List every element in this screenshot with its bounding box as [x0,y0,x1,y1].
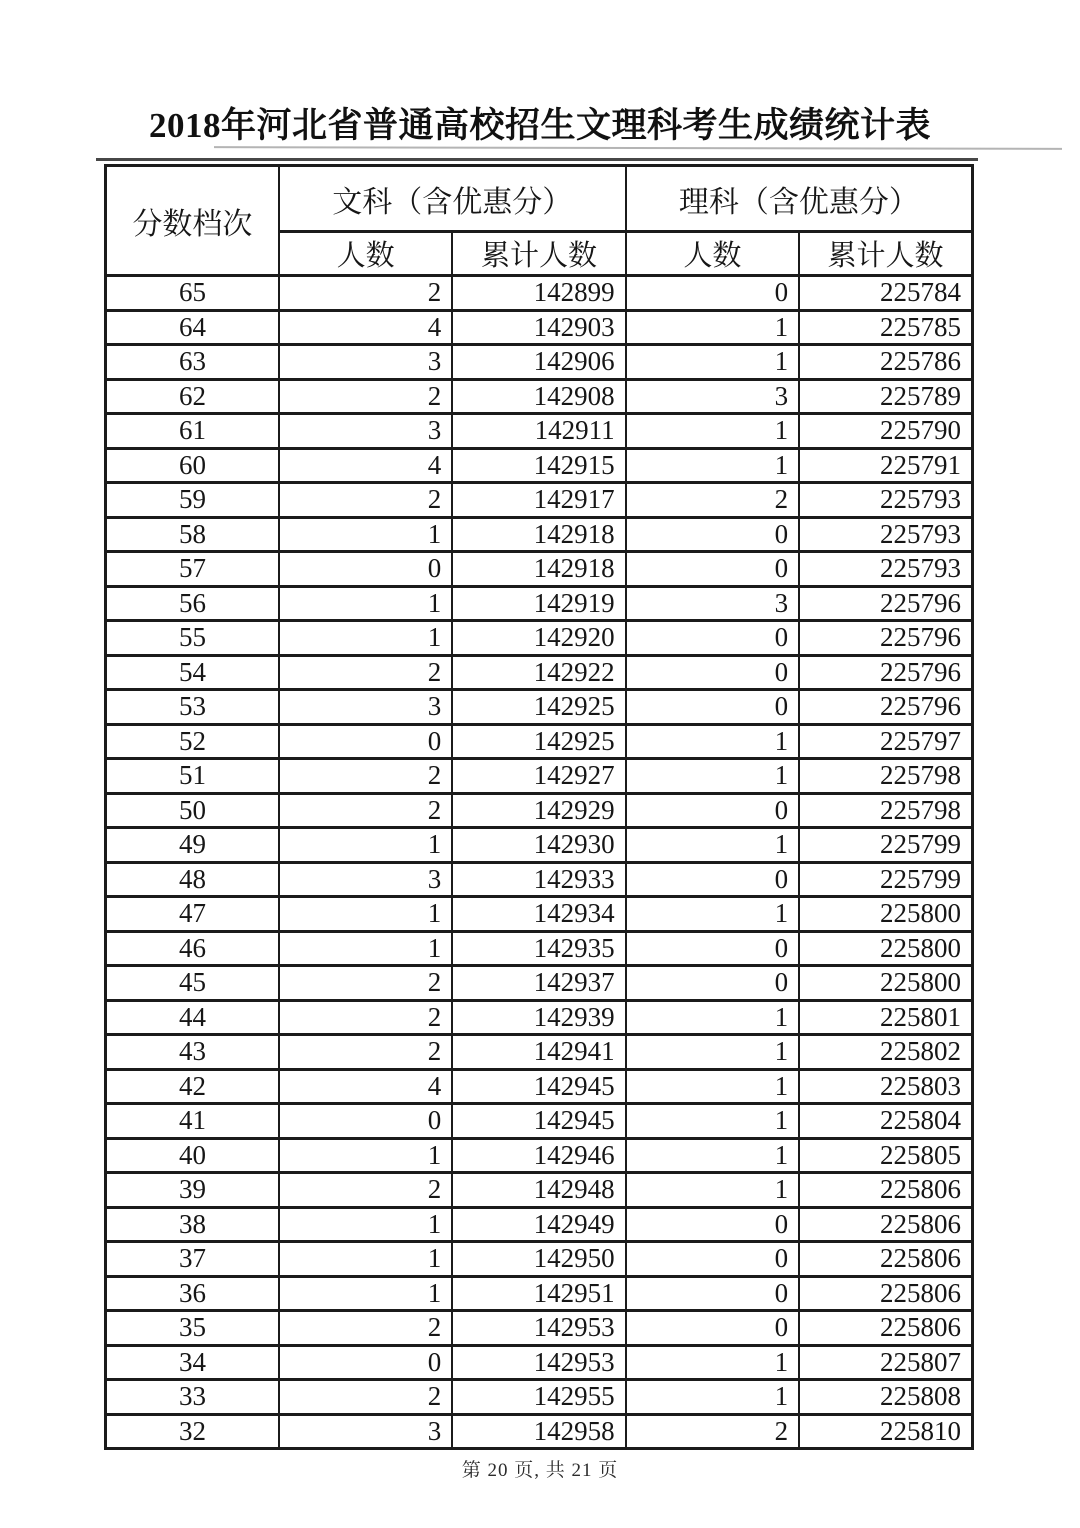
science-count-cell: 1 [626,414,799,449]
arts-count-cell: 2 [279,1380,452,1415]
score-level-cell: 64 [106,310,279,345]
arts-count-cell: 2 [279,1173,452,1208]
table-row [106,1035,973,1070]
arts-count-cell: 1 [279,1207,452,1242]
score-level-cell: 52 [106,724,279,759]
arts-count-cell: 4 [279,1069,452,1104]
arts-cumulative-cell: 142953 [452,1311,625,1346]
science-cumulative-cell: 225799 [799,862,972,897]
science-cumulative-cell: 225803 [799,1069,972,1104]
arts-cumulative-cell: 142899 [452,276,625,311]
science-count-cell: 1 [626,897,799,932]
arts-count-cell: 1 [279,517,452,552]
science-count-cell: 0 [626,793,799,828]
arts-count-cell: 2 [279,483,452,518]
score-level-cell: 60 [106,448,279,483]
table-row [106,793,973,828]
table-row [106,759,973,794]
score-level-cell: 62 [106,379,279,414]
science-cumulative-cell: 225786 [799,345,972,380]
science-count-cell: 1 [626,1069,799,1104]
science-count-cell: 1 [626,1345,799,1380]
score-level-cell: 54 [106,655,279,690]
science-count-cell: 1 [626,448,799,483]
science-count-cell: 1 [626,828,799,863]
science-cumulative-cell: 225789 [799,379,972,414]
table-row [106,276,973,311]
arts-cumulative-cell: 142908 [452,379,625,414]
score-level-cell: 38 [106,1207,279,1242]
arts-count-cell: 2 [279,655,452,690]
table-row [106,310,973,345]
science-cumulative-cell: 225800 [799,931,972,966]
arts-cumulative-cell: 142934 [452,897,625,932]
science-cumulative-cell: 225800 [799,966,972,1001]
science-count-cell: 0 [626,1311,799,1346]
arts-count-cell: 3 [279,690,452,725]
table-header-group-row [106,166,973,232]
arts-count-cell: 4 [279,310,452,345]
table-body [106,276,973,1449]
table-row [106,862,973,897]
science-count-cell: 0 [626,1242,799,1277]
table-row [106,621,973,656]
science-cumulative-cell: 225797 [799,724,972,759]
arts-count-cell: 3 [279,862,452,897]
table-row [106,931,973,966]
arts-cumulative-cell: 142949 [452,1207,625,1242]
arts-cumulative-cell: 142918 [452,552,625,587]
table-row [106,1345,973,1380]
arts-count-cell: 2 [279,793,452,828]
page-number: 第 20 页, 共 21 页 [461,1460,619,1481]
science-count-cell: 1 [626,1035,799,1070]
arts-count-cell: 1 [279,828,452,863]
arts-count-cell: 3 [279,414,452,449]
science-count-cell: 1 [626,1380,799,1415]
arts-count-cell: 2 [279,379,452,414]
arts-count-cell: 0 [279,1104,452,1139]
table-row [106,897,973,932]
score-level-cell: 32 [106,1414,279,1449]
score-level-cell: 34 [106,1345,279,1380]
science-cumulative-cell: 225785 [799,310,972,345]
science-count-cell: 3 [626,379,799,414]
arts-cumulative-cell: 142919 [452,586,625,621]
arts-cumulative-cell: 142929 [452,793,625,828]
arts-count-cell: 2 [279,1311,452,1346]
table-row [106,724,973,759]
science-count-cell: 1 [626,345,799,380]
table-row [106,1276,973,1311]
arts-count-cell: 1 [279,931,452,966]
header-science-group: 理科（含优惠分） [626,166,973,232]
header-arts-group: 文科（含优惠分） [279,166,626,232]
table-row [106,414,973,449]
score-level-cell: 61 [106,414,279,449]
arts-count-cell: 0 [279,1345,452,1380]
score-level-cell: 55 [106,621,279,656]
arts-count-cell: 1 [279,621,452,656]
science-cumulative-cell: 225805 [799,1138,972,1173]
science-cumulative-cell: 225804 [799,1104,972,1139]
table-row [106,1138,973,1173]
science-cumulative-cell: 225796 [799,690,972,725]
score-level-cell: 35 [106,1311,279,1346]
table-row [106,1311,973,1346]
science-count-cell: 1 [626,1138,799,1173]
score-level-cell: 40 [106,1138,279,1173]
table-row [106,1173,973,1208]
science-count-cell: 0 [626,552,799,587]
score-level-cell: 53 [106,690,279,725]
score-table [104,164,974,1450]
arts-count-cell: 1 [279,586,452,621]
arts-cumulative-cell: 142920 [452,621,625,656]
science-cumulative-cell: 225796 [799,621,972,656]
science-cumulative-cell: 225806 [799,1242,972,1277]
science-count-cell: 0 [626,517,799,552]
science-count-cell: 1 [626,759,799,794]
science-cumulative-cell: 225807 [799,1345,972,1380]
table-row [106,1069,973,1104]
arts-cumulative-cell: 142925 [452,690,625,725]
science-count-cell: 0 [626,862,799,897]
table-row [106,1414,973,1449]
score-level-cell: 65 [106,276,279,311]
arts-cumulative-cell: 142950 [452,1242,625,1277]
arts-count-cell: 2 [279,759,452,794]
score-level-cell: 46 [106,931,279,966]
science-cumulative-cell: 225798 [799,793,972,828]
arts-cumulative-cell: 142915 [452,448,625,483]
arts-cumulative-cell: 142906 [452,345,625,380]
header-arts-count: 人数 [279,232,452,276]
science-cumulative-cell: 225796 [799,655,972,690]
table-row [106,1000,973,1035]
score-level-cell: 49 [106,828,279,863]
score-level-cell: 44 [106,1000,279,1035]
table-row [106,1207,973,1242]
score-level-cell: 33 [106,1380,279,1415]
science-cumulative-cell: 225806 [799,1173,972,1208]
science-cumulative-cell: 225800 [799,897,972,932]
score-level-cell: 58 [106,517,279,552]
science-count-cell: 0 [626,655,799,690]
table-row [106,1104,973,1139]
science-cumulative-cell: 225806 [799,1207,972,1242]
arts-cumulative-cell: 142955 [452,1380,625,1415]
science-count-cell: 3 [626,586,799,621]
science-count-cell: 0 [626,621,799,656]
table-row [106,345,973,380]
science-count-cell: 0 [626,966,799,1001]
science-cumulative-cell: 225798 [799,759,972,794]
score-level-cell: 57 [106,552,279,587]
score-level-cell: 56 [106,586,279,621]
science-cumulative-cell: 225799 [799,828,972,863]
arts-count-cell: 1 [279,1242,452,1277]
score-level-cell: 59 [106,483,279,518]
arts-count-cell: 1 [279,1276,452,1311]
arts-cumulative-cell: 142951 [452,1276,625,1311]
science-cumulative-cell: 225796 [799,586,972,621]
science-cumulative-cell: 225793 [799,483,972,518]
table-row [106,1380,973,1415]
arts-count-cell: 1 [279,1138,452,1173]
science-count-cell: 0 [626,276,799,311]
science-cumulative-cell: 225791 [799,448,972,483]
arts-count-cell: 2 [279,966,452,1001]
arts-cumulative-cell: 142948 [452,1173,625,1208]
science-cumulative-cell: 225806 [799,1276,972,1311]
science-count-cell: 1 [626,1173,799,1208]
science-count-cell: 2 [626,1414,799,1449]
arts-count-cell: 2 [279,1035,452,1070]
science-count-cell: 2 [626,483,799,518]
science-cumulative-cell: 225810 [799,1414,972,1449]
table-row [106,517,973,552]
score-level-cell: 42 [106,1069,279,1104]
arts-cumulative-cell: 142933 [452,862,625,897]
arts-cumulative-cell: 142939 [452,1000,625,1035]
science-cumulative-cell: 225801 [799,1000,972,1035]
header-score-level: 分数档次 [106,166,279,276]
table-row [106,966,973,1001]
scan-artifact-line [96,158,978,161]
science-count-cell: 1 [626,724,799,759]
score-level-cell: 48 [106,862,279,897]
header-science-count: 人数 [626,232,799,276]
score-level-cell: 45 [106,966,279,1001]
score-level-cell: 39 [106,1173,279,1208]
score-level-cell: 63 [106,345,279,380]
score-level-cell: 47 [106,897,279,932]
arts-cumulative-cell: 142927 [452,759,625,794]
table-row [106,828,973,863]
arts-cumulative-cell: 142958 [452,1414,625,1449]
arts-count-cell: 3 [279,1414,452,1449]
arts-cumulative-cell: 142941 [452,1035,625,1070]
science-cumulative-cell: 225790 [799,414,972,449]
table-row [106,483,973,518]
science-count-cell: 1 [626,1104,799,1139]
arts-cumulative-cell: 142953 [452,1345,625,1380]
science-count-cell: 0 [626,1276,799,1311]
header-science-cumulative: 累计人数 [799,232,972,276]
science-count-cell: 1 [626,310,799,345]
header-arts-cumulative: 累计人数 [452,232,625,276]
page-title: 2018年河北省普通高校招生文理科考生成绩统计表 [148,106,931,145]
score-level-cell: 37 [106,1242,279,1277]
science-cumulative-cell: 225802 [799,1035,972,1070]
arts-count-cell: 1 [279,897,452,932]
science-count-cell: 0 [626,931,799,966]
science-cumulative-cell: 225806 [799,1311,972,1346]
arts-count-cell: 3 [279,345,452,380]
table-row [106,1242,973,1277]
arts-count-cell: 4 [279,448,452,483]
arts-cumulative-cell: 142911 [452,414,625,449]
science-cumulative-cell: 225793 [799,552,972,587]
science-count-cell: 0 [626,1207,799,1242]
arts-cumulative-cell: 142918 [452,517,625,552]
science-cumulative-cell: 225793 [799,517,972,552]
arts-count-cell: 2 [279,276,452,311]
arts-count-cell: 0 [279,724,452,759]
arts-cumulative-cell: 142935 [452,931,625,966]
arts-cumulative-cell: 142945 [452,1069,625,1104]
table-row [106,552,973,587]
arts-cumulative-cell: 142917 [452,483,625,518]
arts-cumulative-cell: 142946 [452,1138,625,1173]
science-count-cell: 0 [626,690,799,725]
score-level-cell: 43 [106,1035,279,1070]
scan-artifact-line-top [214,146,1062,150]
arts-cumulative-cell: 142937 [452,966,625,1001]
arts-count-cell: 2 [279,1000,452,1035]
table-row [106,655,973,690]
score-level-cell: 36 [106,1276,279,1311]
science-cumulative-cell: 225784 [799,276,972,311]
arts-cumulative-cell: 142930 [452,828,625,863]
score-level-cell: 41 [106,1104,279,1139]
score-level-cell: 51 [106,759,279,794]
score-level-cell: 50 [106,793,279,828]
arts-cumulative-cell: 142922 [452,655,625,690]
table-row [106,586,973,621]
arts-cumulative-cell: 142925 [452,724,625,759]
table-row [106,690,973,725]
arts-cumulative-cell: 142903 [452,310,625,345]
arts-cumulative-cell: 142945 [452,1104,625,1139]
table-row [106,448,973,483]
science-cumulative-cell: 225808 [799,1380,972,1415]
science-count-cell: 1 [626,1000,799,1035]
table-row [106,379,973,414]
arts-count-cell: 0 [279,552,452,587]
